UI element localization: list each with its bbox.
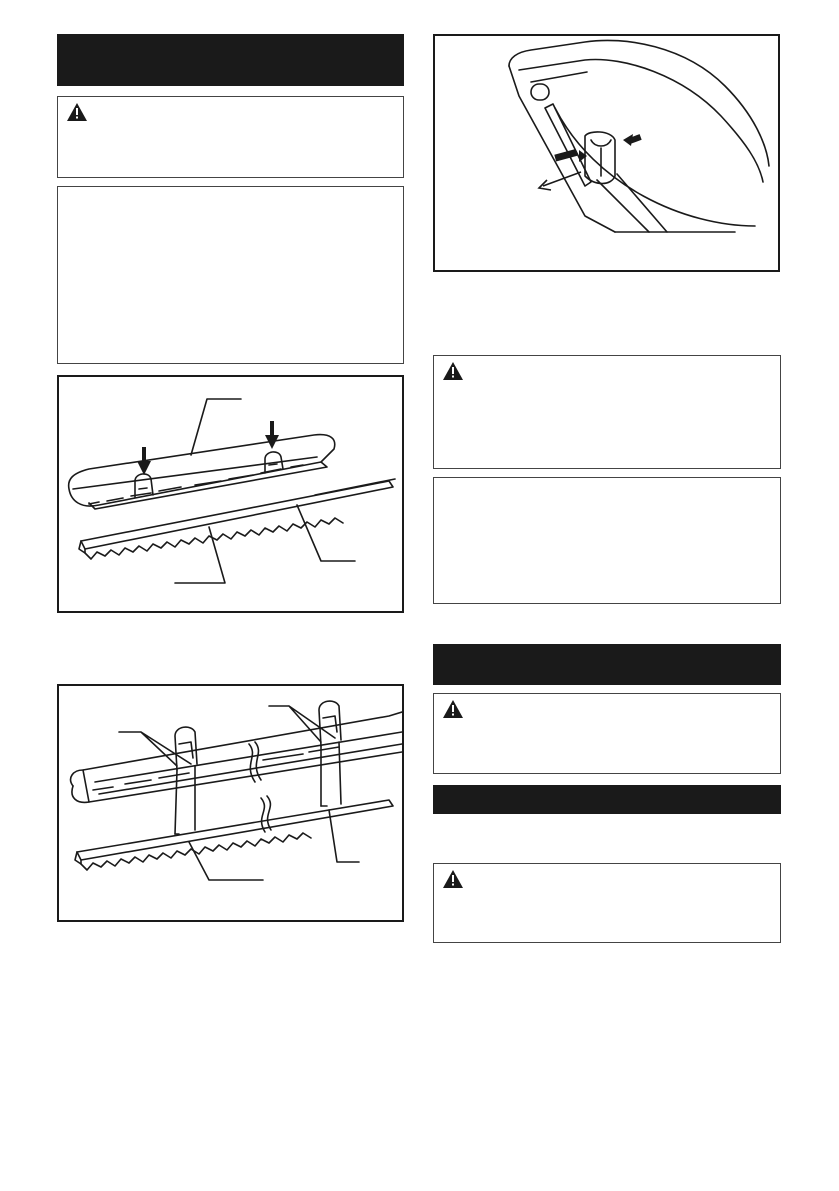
warning-box bbox=[433, 355, 781, 469]
blade-cover-attach-illustration bbox=[59, 377, 402, 611]
hedge-trimmer-blade bbox=[77, 800, 393, 860]
release-knob bbox=[531, 84, 549, 100]
blade-cover-hooks-illustration bbox=[59, 686, 402, 920]
warning-box bbox=[433, 863, 781, 943]
hook-right bbox=[319, 701, 341, 746]
arrow-down-left bbox=[142, 447, 146, 463]
hook-left bbox=[175, 727, 197, 770]
warning-triangle-icon bbox=[442, 869, 464, 889]
subsection-heading-bar bbox=[433, 785, 781, 814]
hedge-trimmer-blade bbox=[81, 481, 393, 549]
blade-cover-release-illustration bbox=[435, 36, 778, 270]
notice-box bbox=[433, 477, 781, 604]
arrow-down-right bbox=[270, 421, 274, 437]
warning-box bbox=[57, 96, 404, 178]
blade-cover bbox=[71, 712, 402, 786]
figure-blade-cover-hooks bbox=[57, 684, 404, 922]
section-heading-bar bbox=[433, 644, 781, 685]
section-heading-bar bbox=[57, 34, 404, 86]
notice-box bbox=[57, 186, 404, 364]
figure-blade-cover-attach bbox=[57, 375, 404, 613]
warning-box bbox=[433, 693, 781, 774]
warning-triangle-icon bbox=[442, 699, 464, 719]
warning-triangle-icon bbox=[66, 102, 88, 122]
warning-triangle-icon bbox=[442, 361, 464, 381]
blade-cover bbox=[69, 435, 335, 506]
figure-blade-cover-release bbox=[433, 34, 780, 272]
